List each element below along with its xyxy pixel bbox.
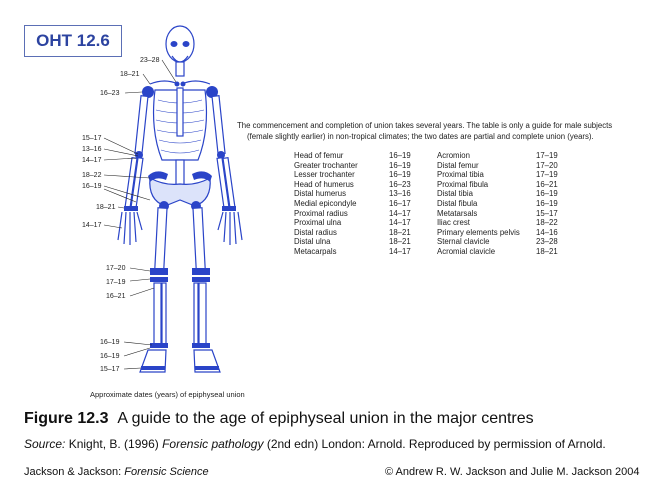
- label-distal-fibula: 16–19: [100, 353, 120, 360]
- label-distal-tibia: 16–19: [100, 339, 120, 346]
- diagram-caption: Approximate dates (years) of epiphyseal union: [90, 390, 245, 399]
- label-head-of-femur: 16–19: [82, 183, 102, 190]
- footer-book: Forensic Science: [124, 466, 209, 478]
- footer-copyright: © Andrew R. W. Jackson and Julie M. Jackson 2004: [385, 466, 640, 478]
- right-clavicle: [182, 81, 210, 84]
- label-proximal-fibula: 16–21: [106, 293, 126, 300]
- label-iliac-crest: 18–22: [82, 172, 102, 179]
- table-row: Medial epicondyle 16–17 Distal fibula 16–19: [294, 198, 558, 208]
- table-row: Distal humerus 13–16 Distal tibia 16–19: [294, 189, 558, 199]
- table-row: Head of humerus 16–23 Proximal fibula 16–21: [294, 179, 558, 189]
- intro-text: [237, 121, 637, 142]
- figure-title: [24, 410, 534, 428]
- table-row: Distal ulna 18–21 Sternal clavicle 23–28: [294, 237, 558, 247]
- table-row: Lesser trochanter 16–19 Proximal tibia 17–19: [294, 170, 558, 180]
- intro-line-2: (female slightly earlier) in non-tropical climates; the two dates are partial and complete union (years).: [247, 131, 594, 141]
- source-book: Forensic pathology: [162, 437, 264, 451]
- table-row: Metacarpals 14–17 Acromial clavicle 18–21: [294, 246, 558, 256]
- footer-left: [24, 466, 209, 478]
- label-acromial-clavicle: 18–21: [120, 71, 140, 78]
- right-leg: [191, 201, 220, 372]
- label-sternal-clavicle: 23–28: [140, 57, 160, 64]
- label-distal-radius: 18–21: [96, 204, 116, 211]
- union-table: [294, 151, 576, 257]
- source-prefix: Source:: [24, 437, 66, 451]
- table-row: Proximal ulna 14–17 Iliac crest 18–22: [294, 218, 558, 228]
- label-distal-humerus: 13–16: [82, 146, 102, 153]
- figure-title-text: A guide to the age of epiphyseal union in the major centres: [117, 410, 534, 427]
- figure-label: Figure 12.3: [24, 410, 109, 427]
- skull: [166, 26, 194, 62]
- table-row: Distal radius 18–21 Primary elements pelvis 14–16: [294, 227, 558, 237]
- label-proximal-radius: 14–17: [82, 157, 102, 164]
- left-arm: [118, 96, 148, 245]
- table-row: Head of femur 16–19 Acromion 17–19: [294, 151, 558, 160]
- right-arm: [212, 96, 242, 245]
- source-author: Knight, B. (1996): [65, 437, 163, 451]
- source-rest: (2nd edn) London: Arnold. Reproduced by permission of Arnold.: [263, 437, 606, 451]
- label-head-of-humerus: 16–23: [100, 90, 120, 97]
- source-line: [24, 437, 606, 451]
- label-proximal-tibia: 17–19: [106, 279, 126, 286]
- table-row: Proximal radius 14–17 Metatarsals 15–17: [294, 208, 558, 218]
- rib-cage: [154, 88, 207, 160]
- label-metacarpals: 14–17: [82, 222, 102, 229]
- footer-authors: Jackson & Jackson:: [24, 466, 125, 478]
- label-distal-femur: 17–20: [106, 265, 126, 272]
- intro-line-1: The commencement and completion of union takes several years. The table is only a guide for male subjects: [237, 121, 613, 130]
- left-leg: [140, 201, 169, 372]
- table-row: Greater trochanter 16–19 Distal femur 17–20: [294, 160, 558, 170]
- skeleton-diagram: [70, 15, 270, 390]
- slide-badge: OHT 12.6: [24, 25, 122, 57]
- label-metatarsals: 15–17: [100, 366, 120, 373]
- left-clavicle: [150, 81, 178, 84]
- label-metatarsals-arm: 15–17: [82, 135, 102, 142]
